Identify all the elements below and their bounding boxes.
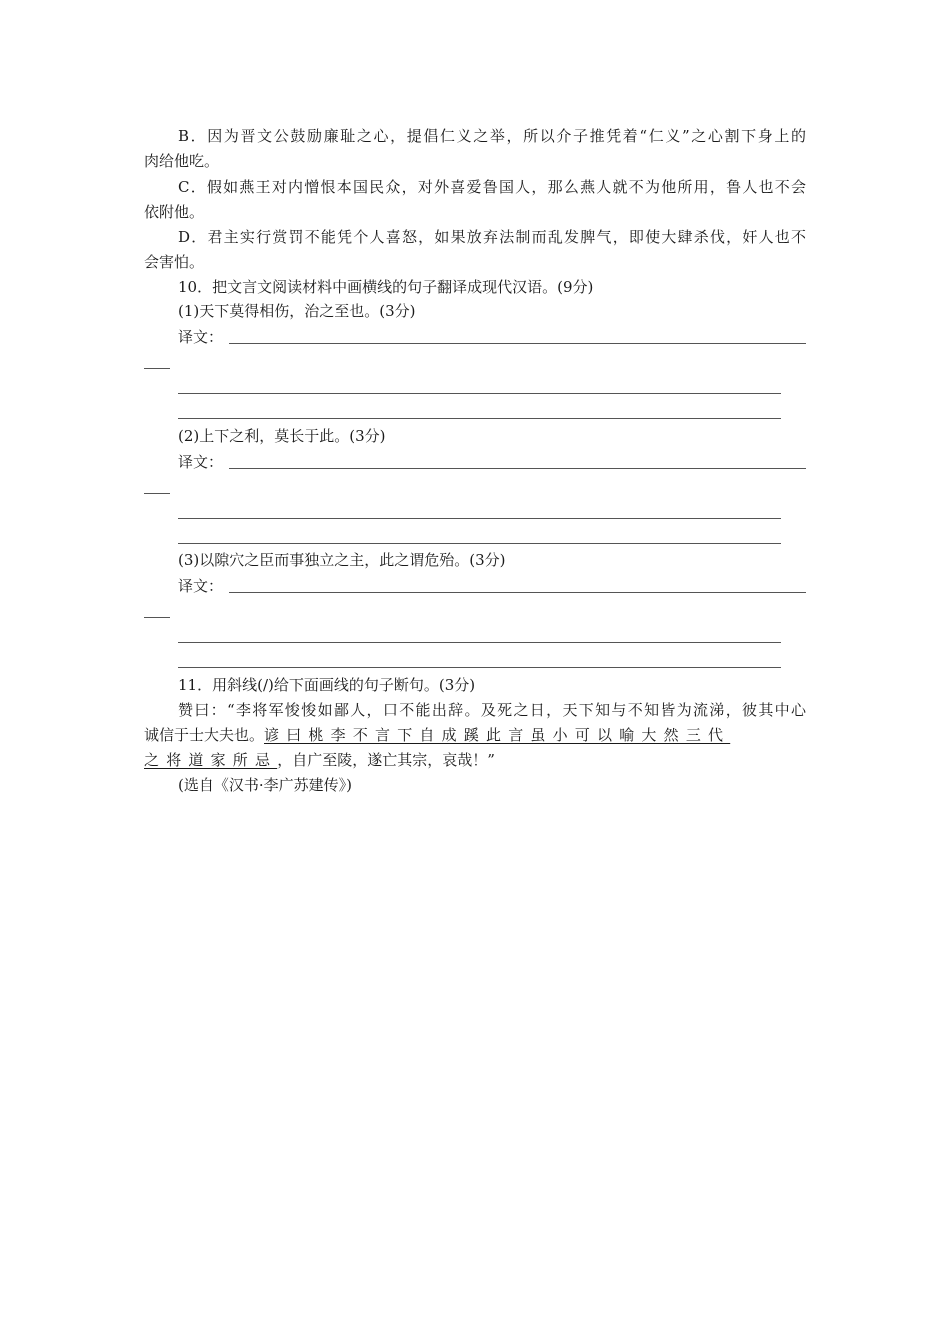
underlined-sentence-part-1: 谚曰桃李不言下自成蹊此言虽小可以喻大然三代 bbox=[264, 726, 731, 744]
answer-line[interactable] bbox=[178, 667, 781, 668]
q10-item-2-prompt: (2)上下之利，莫长于此。(3分) bbox=[178, 427, 386, 445]
option-d-line-1: D．君主实行赏罚不能凭个人喜怒，如果放弃法制而乱发脾气，即使大肆杀伐，奸人也不 bbox=[178, 228, 806, 246]
question-11-title: 11．用斜线(/)给下面画线的句子断句。(3分) bbox=[178, 676, 476, 694]
passage-plain-text: 诚信于士大夫也。 bbox=[144, 726, 265, 744]
option-d-line-2: 会害怕。 bbox=[144, 253, 205, 271]
answer-line[interactable] bbox=[229, 592, 806, 593]
passage-line-3 bbox=[144, 749, 495, 771]
passage-line-2 bbox=[144, 724, 730, 746]
passage-source: (选自《汉书·李广苏建传》) bbox=[178, 776, 352, 794]
q10-item-3-label: 译文： bbox=[178, 577, 224, 595]
passage-rest-text: ，自广至陵，遂亡其宗，哀哉！” bbox=[277, 751, 495, 769]
option-b-line-1: B．因为晋文公鼓励廉耻之心，提倡仁义之举，所以介子推凭着“仁义”之心割下身上的 bbox=[178, 127, 806, 145]
answer-line[interactable] bbox=[178, 543, 781, 544]
answer-line[interactable] bbox=[144, 368, 170, 369]
q10-item-2-label: 译文： bbox=[178, 453, 224, 471]
answer-line[interactable] bbox=[178, 393, 781, 394]
option-c-line-2: 依附他。 bbox=[144, 203, 205, 221]
passage-line-1: 赞曰：“李将军悛悛如鄙人，口不能出辞。及死之日，天下知与不知皆为流涕，彼其中心 bbox=[178, 701, 806, 719]
answer-line[interactable] bbox=[144, 493, 170, 494]
option-c-line-1: C．假如燕王对内憎恨本国民众，对外喜爱鲁国人，那么燕人就不为他所用，鲁人也不会 bbox=[178, 178, 806, 196]
q10-item-1-prompt: (1)天下莫得相伤，治之至也。(3分) bbox=[178, 302, 416, 320]
answer-line[interactable] bbox=[229, 343, 806, 344]
q10-item-1-label: 译文： bbox=[178, 328, 224, 346]
underlined-sentence-part-2: 之将道家所忌 bbox=[144, 751, 278, 769]
q10-item-3-prompt: (3)以隙穴之臣而事独立之主，此之谓危殆。(3分) bbox=[178, 551, 506, 569]
option-b-line-2: 肉给他吃。 bbox=[144, 152, 220, 170]
question-10-title: 10．把文言文阅读材料中画横线的句子翻译成现代汉语。(9分) bbox=[178, 278, 594, 296]
answer-line[interactable] bbox=[144, 617, 170, 618]
answer-line[interactable] bbox=[229, 468, 806, 469]
answer-line[interactable] bbox=[178, 518, 781, 519]
answer-line[interactable] bbox=[178, 418, 781, 419]
answer-line[interactable] bbox=[178, 642, 781, 643]
